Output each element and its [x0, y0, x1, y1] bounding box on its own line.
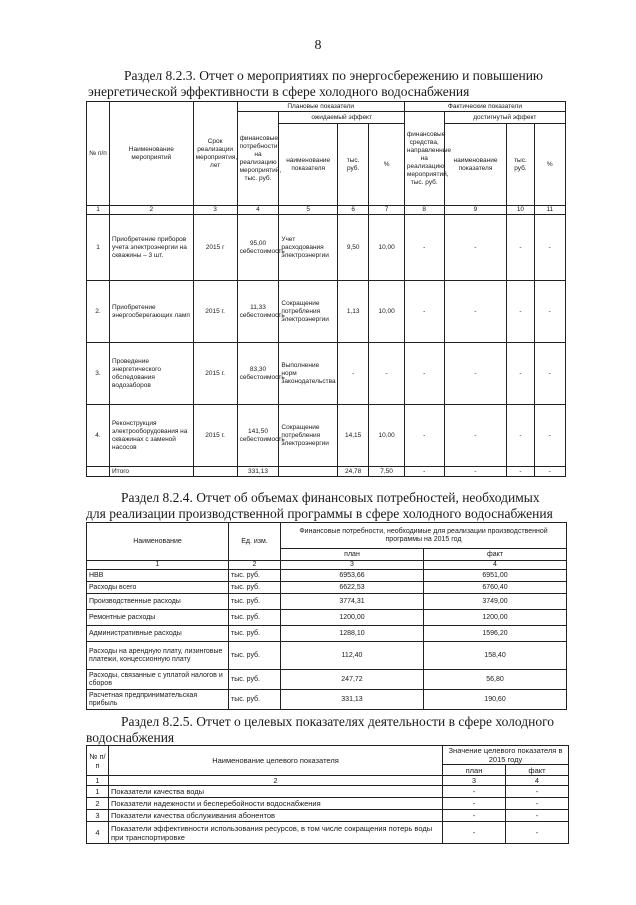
section3-title-line1: Раздел 8.2.5. Отчет о целевых показателях деятельности в сфере холодного	[121, 714, 555, 729]
item-plan: 6953,66	[281, 570, 424, 582]
item-name: Расходы на арендную плату, лизинговые платежи, концессионную плату	[87, 642, 229, 670]
col-number: 9	[444, 206, 507, 215]
table-row	[87, 343, 566, 405]
indicator-fact: -	[506, 786, 569, 798]
indicator-name: Показатели эффективности использования ресурсов, в том числе сокращения потерь воды при транспортировке	[109, 822, 443, 844]
fact-indicator-header: наименование показателя	[444, 124, 507, 206]
item-fact: 158,40	[424, 642, 567, 670]
financial-needs-table	[86, 522, 567, 710]
item-name: Расходы, связанные с уплатой налогов и сборов	[87, 670, 229, 690]
plan-pct-header: %	[369, 124, 405, 206]
measure-term: 2015 г.	[193, 405, 237, 467]
measure-rub: -	[337, 343, 368, 405]
fact-fin-header: финансовые средства, направленные на реализацию мероприятий, тыс. руб.	[404, 112, 444, 206]
table-row	[87, 582, 567, 594]
item-name: Расчетная предпринимательская прибыль	[87, 690, 229, 710]
measure-pct: 10,00	[369, 281, 405, 343]
fact-rub-header: тыс. руб.	[507, 124, 534, 206]
total-rub: 24,78	[337, 467, 368, 477]
item-name: Производственные расходы	[87, 594, 229, 610]
measure-name: Приобретение энергосберегающих ламп	[110, 281, 194, 343]
item-unit: тыс. руб.	[229, 690, 281, 710]
indicator-fact: -	[506, 798, 569, 810]
achieved-effect-header: достигнутый эффект	[444, 112, 565, 124]
measure-indicator: Сокращение потребления электроэнергии	[279, 405, 338, 467]
total-pct: 7,50	[369, 467, 405, 477]
value-group-header: Значение целевого показателя в 2015 году	[443, 746, 569, 765]
col-number: 1	[87, 776, 109, 786]
table-row	[87, 642, 567, 670]
col-number: 2	[229, 561, 281, 570]
table-row	[87, 215, 566, 281]
indicator-plan: -	[443, 810, 506, 822]
item-name: Ремонтные расходы	[87, 610, 229, 626]
item-unit: тыс. руб.	[229, 570, 281, 582]
col-number: 3	[281, 561, 424, 570]
fact-rub: -	[507, 343, 534, 405]
item-plan: 1288,10	[281, 626, 424, 642]
row-num: 2	[87, 798, 109, 810]
plan-fin-header: финансовые потребности на реализацию мероприятий, тыс. руб.	[237, 112, 279, 206]
fact-rub: -	[507, 405, 534, 467]
item-plan: 331,13	[281, 690, 424, 710]
item-fact: 1596,20	[424, 626, 567, 642]
item-unit: тыс. руб.	[229, 642, 281, 670]
indicator-name-header: Наименование целевого показателя	[109, 746, 443, 776]
section1-title-line2: энергетической эффективности в сфере холодного водоснабжения	[88, 84, 470, 99]
measure-pct: 10,00	[369, 215, 405, 281]
col-number: 1	[87, 206, 110, 215]
row-num: 2.	[87, 281, 110, 343]
item-plan: 247,72	[281, 670, 424, 690]
table-row	[87, 281, 566, 343]
item-plan: 3774,31	[281, 594, 424, 610]
item-name: Административные расходы	[87, 626, 229, 642]
item-fact: 1200,00	[424, 610, 567, 626]
measure-term: 2015 г.	[193, 281, 237, 343]
energy-measures-table	[86, 101, 566, 477]
measure-name: Реконструкция электрооборудования на скважинах с заменой насосов	[110, 405, 194, 467]
total-fact-indicator: -	[444, 467, 507, 477]
fact-fin: -	[404, 405, 444, 467]
fact-header: факт	[506, 765, 569, 776]
total-fact-rub: -	[507, 467, 534, 477]
fact-pct: -	[534, 405, 565, 467]
item-unit: тыс. руб.	[229, 594, 281, 610]
fact-indicator: -	[444, 281, 507, 343]
item-name: Расходы всего	[87, 582, 229, 594]
measure-indicator: Выполнение норм законодательства	[279, 343, 338, 405]
item-fact: 190,60	[424, 690, 567, 710]
plan-indicator-header: наименование показателя	[279, 124, 338, 206]
measure-indicator: Сокращение потребления электроэнергии	[279, 281, 338, 343]
item-plan: 6622,53	[281, 582, 424, 594]
measure-term: 2015 г	[193, 215, 237, 281]
fact-indicator: -	[444, 405, 507, 467]
col-number: 8	[404, 206, 444, 215]
fact-indicator: -	[444, 343, 507, 405]
col-number: 3	[193, 206, 237, 215]
table-row	[87, 670, 567, 690]
item-unit: тыс. руб.	[229, 610, 281, 626]
table-row	[87, 822, 569, 844]
table-row	[87, 786, 569, 798]
table-row	[87, 570, 567, 582]
row-num: 4	[87, 822, 109, 844]
table-row	[87, 798, 569, 810]
fact-fin: -	[404, 281, 444, 343]
plan-header: план	[443, 765, 506, 776]
total-fact-pct: -	[534, 467, 565, 477]
unit-header: Ед. изм.	[229, 523, 281, 561]
measure-name: Проведение энергетического обследования водозаборов	[110, 343, 194, 405]
row-num: 4.	[87, 405, 110, 467]
num-header: № п/п	[87, 746, 109, 776]
section2-title-line1: Раздел 8.2.4. Отчет об объемах финансовых потребностей, необходимых	[121, 490, 540, 505]
table-row	[87, 594, 567, 610]
measure-term: 2015 г.	[193, 343, 237, 405]
col-number: 1	[87, 561, 229, 570]
measure-fin: 83,30 себестоимость	[237, 343, 279, 405]
needs-group-header: Финансовые потребности, необходимые для реализации производственной программы на 2015 год	[281, 523, 567, 549]
measure-pct: -	[369, 343, 405, 405]
table-row	[87, 810, 569, 822]
indicator-name: Показатели надежности и бесперебойности водоснабжения	[109, 798, 443, 810]
table-row	[87, 610, 567, 626]
col-term-header: Срок реализации мероприятия, лет	[193, 102, 237, 206]
row-num: 3.	[87, 343, 110, 405]
col-number: 11	[534, 206, 565, 215]
fact-indicator: -	[444, 215, 507, 281]
col-name-header: Наименование мероприятий	[110, 102, 194, 206]
plan-header: план	[281, 549, 424, 561]
measure-rub: 9,50	[337, 215, 368, 281]
col-number: 10	[507, 206, 534, 215]
fact-rub: -	[507, 281, 534, 343]
item-fact: 3749,00	[424, 594, 567, 610]
fact-rub: -	[507, 215, 534, 281]
fact-header: факт	[424, 549, 567, 561]
measure-fin: 11,33 себестоимость	[237, 281, 279, 343]
fact-pct: -	[534, 281, 565, 343]
fact-pct: -	[534, 343, 565, 405]
page-number: 8	[314, 38, 322, 53]
section2-title-line2: для реализации производственной программы в сфере холодного водоснабжения	[86, 506, 553, 521]
item-plan: 112,40	[281, 642, 424, 670]
fact-fin: -	[404, 215, 444, 281]
name-header: Наименование	[87, 523, 229, 561]
total-fin: 331,13	[237, 467, 279, 477]
fact-fin: -	[404, 343, 444, 405]
col-number: 2	[110, 206, 194, 215]
measure-fin: 95,00 себестоимость	[237, 215, 279, 281]
col-number: 6	[337, 206, 368, 215]
indicator-fact: -	[506, 810, 569, 822]
table-row	[87, 690, 567, 710]
measure-rub: 1,13	[337, 281, 368, 343]
col-number: 5	[279, 206, 338, 215]
col-num-header: № п/п	[87, 102, 110, 206]
measure-indicator: Учет расходования электроэнергии	[279, 215, 338, 281]
item-name: НВВ	[87, 570, 229, 582]
measure-rub: 14,15	[337, 405, 368, 467]
indicator-plan: -	[443, 822, 506, 844]
item-fact: 6951,00	[424, 570, 567, 582]
row-num: 3	[87, 810, 109, 822]
fact-pct: -	[534, 215, 565, 281]
measure-pct: 10,00	[369, 405, 405, 467]
plan-group-header: Плановые показатели	[237, 102, 404, 112]
measure-fin: 141,50 себестоимость	[237, 405, 279, 467]
item-plan: 1200,00	[281, 610, 424, 626]
item-fact: 56,80	[424, 670, 567, 690]
col-number: 7	[369, 206, 405, 215]
expected-effect-header: ожидаемый эффект	[279, 112, 404, 124]
section1-title-line1: Раздел 8.2.3. Отчет о мероприятиях по энергосбережению и повышению	[124, 68, 544, 83]
total-row	[87, 467, 566, 477]
row-num: 1	[87, 786, 109, 798]
col-number: 4	[237, 206, 279, 215]
indicator-name: Показатели качества воды	[109, 786, 443, 798]
fact-group-header: Фактические показатели	[404, 102, 565, 112]
col-number: 4	[506, 776, 569, 786]
measure-name: Приобретение приборов учета электроэнергии на скважины – 3 шт.	[110, 215, 194, 281]
col-number: 2	[109, 776, 443, 786]
section3-title-line2: водоснабжения	[86, 730, 175, 745]
fact-pct-header: %	[534, 124, 565, 206]
col-number: 3	[443, 776, 506, 786]
plan-rub-header: тыс. руб.	[337, 124, 368, 206]
item-unit: тыс. руб.	[229, 626, 281, 642]
indicator-name: Показатели качества обслуживания абонентов	[109, 810, 443, 822]
indicator-fact: -	[506, 822, 569, 844]
row-num: 1	[87, 215, 110, 281]
col-number: 4	[424, 561, 567, 570]
total-fact-fin: -	[404, 467, 444, 477]
indicator-plan: -	[443, 798, 506, 810]
indicator-plan: -	[443, 786, 506, 798]
total-label: Итого	[110, 467, 194, 477]
table-row	[87, 405, 566, 467]
item-unit: тыс. руб.	[229, 670, 281, 690]
table-row	[87, 626, 567, 642]
item-fact: 6760,40	[424, 582, 567, 594]
target-indicators-table	[86, 745, 569, 844]
item-unit: тыс. руб.	[229, 582, 281, 594]
